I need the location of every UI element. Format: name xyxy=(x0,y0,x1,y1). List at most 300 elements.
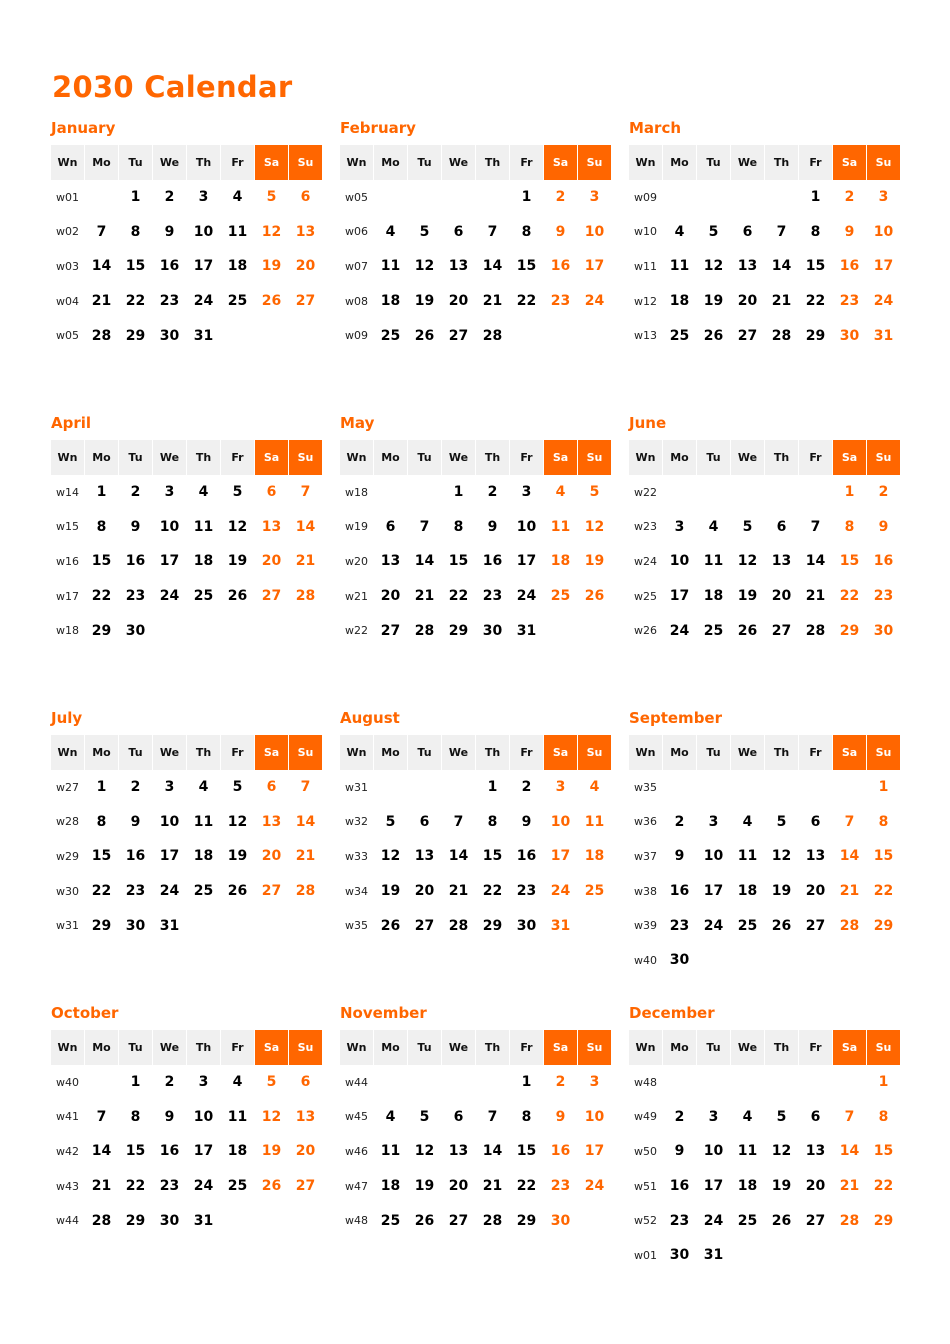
week-number: w21 xyxy=(345,589,368,603)
weekday-header-fr: Fr xyxy=(799,440,832,475)
day-cell: 6 xyxy=(385,518,396,535)
month-name: August xyxy=(340,709,400,727)
day-cell xyxy=(765,943,798,978)
weekday-header-mo: Mo xyxy=(374,440,407,475)
day-cell: 16 xyxy=(482,553,503,570)
month-name: February xyxy=(340,119,416,137)
weekday-header-th: Th xyxy=(765,735,798,770)
week-number: w46 xyxy=(345,1144,368,1158)
weekday-header-mo: Mo xyxy=(663,440,696,475)
week-number: w24 xyxy=(634,554,657,568)
day-cell xyxy=(85,1065,118,1100)
weekday-header-tu: Tu xyxy=(697,440,730,475)
weekday-header-sa: Sa xyxy=(833,145,866,180)
day-cell: 6 xyxy=(266,779,277,796)
week-row xyxy=(51,839,323,874)
day-cell: 29 xyxy=(873,1212,894,1229)
week-row xyxy=(340,475,612,510)
weekday-header-sa: Sa xyxy=(833,440,866,475)
day-cell: 12 xyxy=(380,848,401,865)
month-name: April xyxy=(51,414,92,432)
day-cell: 21 xyxy=(805,588,826,605)
day-cell: 8 xyxy=(521,223,532,240)
day-cell: 2 xyxy=(674,1108,685,1125)
weekday-header-we: We xyxy=(731,145,764,180)
day-cell: 21 xyxy=(482,1178,503,1195)
day-cell: 23 xyxy=(839,293,860,310)
month-february xyxy=(340,118,612,353)
week-row xyxy=(51,318,323,353)
day-cell: 2 xyxy=(555,189,566,206)
day-cell: 4 xyxy=(232,1074,243,1091)
week-number: w05 xyxy=(345,190,368,204)
day-cell xyxy=(833,770,866,805)
weekday-header-tu: Tu xyxy=(697,1030,730,1065)
day-cell: 4 xyxy=(385,1108,396,1125)
week-row xyxy=(51,215,323,250)
day-cell xyxy=(544,318,577,353)
day-cell: 7 xyxy=(844,813,855,830)
day-cell: 1 xyxy=(487,779,498,796)
day-cell: 21 xyxy=(839,1178,860,1195)
day-cell: 25 xyxy=(737,1212,758,1229)
week-number: w36 xyxy=(634,815,657,829)
day-cell: 9 xyxy=(130,518,141,535)
week-row xyxy=(629,318,901,353)
day-cell: 23 xyxy=(125,883,146,900)
day-cell: 5 xyxy=(385,813,396,830)
day-cell: 28 xyxy=(482,1212,503,1229)
day-cell: 26 xyxy=(261,1178,282,1195)
day-cell: 26 xyxy=(584,588,605,605)
weekday-header-fr: Fr xyxy=(799,1030,832,1065)
day-cell: 10 xyxy=(550,813,571,830)
day-cell: 13 xyxy=(380,553,401,570)
day-cell: 20 xyxy=(737,293,758,310)
day-cell: 18 xyxy=(703,588,724,605)
weekday-header-sa: Sa xyxy=(255,145,288,180)
weekday-header-mo: Mo xyxy=(85,440,118,475)
week-number: w44 xyxy=(345,1075,368,1089)
weekday-header-th: Th xyxy=(765,440,798,475)
day-cell: 9 xyxy=(674,1143,685,1160)
weekday-header-fr: Fr xyxy=(221,440,254,475)
day-cell: 8 xyxy=(96,813,107,830)
day-cell: 6 xyxy=(453,1108,464,1125)
weekday-header-wn: Wn xyxy=(51,440,84,475)
day-cell: 3 xyxy=(878,189,889,206)
day-cell: 16 xyxy=(839,258,860,275)
day-cell: 23 xyxy=(669,917,690,934)
day-cell: 3 xyxy=(708,1108,719,1125)
day-cell: 12 xyxy=(227,813,248,830)
weekday-header-th: Th xyxy=(476,1030,509,1065)
day-cell: 17 xyxy=(873,258,894,275)
weekday-header-sa: Sa xyxy=(833,735,866,770)
day-cell: 2 xyxy=(844,189,855,206)
day-cell xyxy=(289,318,322,353)
month-january xyxy=(51,118,323,353)
day-cell: 22 xyxy=(125,293,146,310)
day-cell xyxy=(731,475,764,510)
week-row xyxy=(629,839,901,874)
day-cell: 15 xyxy=(839,553,860,570)
day-cell: 14 xyxy=(482,258,503,275)
day-cell: 12 xyxy=(414,1143,435,1160)
day-cell: 19 xyxy=(771,883,792,900)
day-cell: 4 xyxy=(674,223,685,240)
day-cell xyxy=(765,1238,798,1273)
day-cell xyxy=(731,1238,764,1273)
day-cell: 13 xyxy=(295,223,316,240)
week-row xyxy=(629,475,901,510)
day-cell: 6 xyxy=(419,813,430,830)
weekday-header-su: Su xyxy=(578,735,611,770)
weekday-header-wn: Wn xyxy=(340,1030,373,1065)
weekday-header-we: We xyxy=(153,735,186,770)
day-cell: 14 xyxy=(91,1143,112,1160)
day-cell: 22 xyxy=(516,1178,537,1195)
day-cell: 24 xyxy=(193,293,214,310)
day-cell: 1 xyxy=(844,484,855,501)
day-cell: 5 xyxy=(419,223,430,240)
day-cell: 29 xyxy=(91,917,112,934)
weekday-header-su: Su xyxy=(289,735,322,770)
weekday-header-wn: Wn xyxy=(51,735,84,770)
weekday-header-we: We xyxy=(731,735,764,770)
day-cell: 7 xyxy=(844,1108,855,1125)
weekday-header-sa: Sa xyxy=(255,735,288,770)
weekday-header-sa: Sa xyxy=(544,1030,577,1065)
day-cell: 25 xyxy=(380,1212,401,1229)
day-cell: 13 xyxy=(295,1108,316,1125)
day-cell: 24 xyxy=(550,883,571,900)
day-cell: 18 xyxy=(584,848,605,865)
day-cell: 8 xyxy=(878,813,889,830)
day-cell: 26 xyxy=(737,622,758,639)
day-cell: 23 xyxy=(482,588,503,605)
day-cell: 9 xyxy=(487,518,498,535)
day-cell: 5 xyxy=(266,189,277,206)
day-cell: 24 xyxy=(669,622,690,639)
day-cell: 22 xyxy=(839,588,860,605)
day-cell: 20 xyxy=(295,1143,316,1160)
day-cell: 2 xyxy=(674,813,685,830)
day-cell: 31 xyxy=(550,917,571,934)
weekday-header-su: Su xyxy=(867,1030,900,1065)
day-cell: 20 xyxy=(380,588,401,605)
day-cell xyxy=(731,943,764,978)
week-number: w30 xyxy=(56,884,79,898)
day-cell: 22 xyxy=(482,883,503,900)
day-cell: 4 xyxy=(555,484,566,501)
week-number: w17 xyxy=(56,589,79,603)
week-row xyxy=(51,510,323,545)
weekday-header-fr: Fr xyxy=(510,440,543,475)
day-cell: 4 xyxy=(385,223,396,240)
day-cell: 6 xyxy=(266,484,277,501)
day-cell: 13 xyxy=(805,1143,826,1160)
day-cell: 2 xyxy=(164,189,175,206)
day-cell: 27 xyxy=(737,327,758,344)
week-row xyxy=(340,908,612,943)
day-cell: 22 xyxy=(91,883,112,900)
weekday-header-mo: Mo xyxy=(374,145,407,180)
week-number: w29 xyxy=(56,849,79,863)
month-june xyxy=(629,413,901,648)
day-cell: 27 xyxy=(380,622,401,639)
day-cell: 15 xyxy=(125,258,146,275)
weekday-header-tu: Tu xyxy=(408,145,441,180)
week-row xyxy=(629,1169,901,1204)
day-cell: 17 xyxy=(550,848,571,865)
day-cell: 1 xyxy=(521,189,532,206)
day-cell: 6 xyxy=(300,1074,311,1091)
weekday-header-row xyxy=(51,735,323,770)
day-cell: 7 xyxy=(419,518,430,535)
day-cell: 30 xyxy=(839,327,860,344)
week-number: w09 xyxy=(345,329,368,343)
day-cell: 15 xyxy=(516,258,537,275)
day-cell: 1 xyxy=(130,1074,141,1091)
day-cell: 30 xyxy=(125,917,146,934)
weekday-header-we: We xyxy=(153,145,186,180)
day-cell: 24 xyxy=(584,1178,605,1195)
month-name: October xyxy=(51,1004,119,1022)
week-number: w43 xyxy=(56,1179,79,1193)
day-cell: 14 xyxy=(771,258,792,275)
day-cell: 15 xyxy=(805,258,826,275)
weekday-header-wn: Wn xyxy=(629,145,662,180)
month-december xyxy=(629,1003,901,1273)
week-number: w26 xyxy=(634,624,657,638)
week-number: w51 xyxy=(634,1179,657,1193)
day-cell: 17 xyxy=(703,1178,724,1195)
day-cell: 28 xyxy=(482,327,503,344)
day-cell: 2 xyxy=(164,1074,175,1091)
day-cell: 9 xyxy=(130,813,141,830)
day-cell: 10 xyxy=(669,553,690,570)
day-cell: 7 xyxy=(776,223,787,240)
day-cell: 2 xyxy=(555,1074,566,1091)
day-cell: 28 xyxy=(771,327,792,344)
day-cell: 23 xyxy=(550,1178,571,1195)
day-cell: 29 xyxy=(839,622,860,639)
day-cell xyxy=(765,180,798,215)
day-cell: 11 xyxy=(193,518,214,535)
day-cell: 12 xyxy=(771,848,792,865)
day-cell: 18 xyxy=(737,1178,758,1195)
day-cell xyxy=(85,180,118,215)
week-row xyxy=(51,1203,323,1238)
day-cell: 7 xyxy=(300,484,311,501)
day-cell: 28 xyxy=(91,327,112,344)
day-cell xyxy=(442,1065,475,1100)
week-row xyxy=(629,1065,901,1100)
day-cell: 26 xyxy=(261,293,282,310)
day-cell: 14 xyxy=(295,813,316,830)
day-cell: 22 xyxy=(125,1178,146,1195)
day-cell: 29 xyxy=(91,622,112,639)
day-cell: 5 xyxy=(776,1108,787,1125)
day-cell: 19 xyxy=(584,553,605,570)
day-cell: 10 xyxy=(703,848,724,865)
day-cell xyxy=(867,943,900,978)
day-cell: 28 xyxy=(295,883,316,900)
day-cell: 9 xyxy=(674,848,685,865)
day-cell: 8 xyxy=(96,518,107,535)
day-cell: 14 xyxy=(839,848,860,865)
week-row xyxy=(340,1100,612,1135)
day-cell: 15 xyxy=(482,848,503,865)
day-cell: 11 xyxy=(193,813,214,830)
day-cell: 7 xyxy=(487,1108,498,1125)
day-cell: 28 xyxy=(91,1212,112,1229)
day-cell: 11 xyxy=(550,518,571,535)
day-cell: 7 xyxy=(96,223,107,240)
day-cell xyxy=(374,1065,407,1100)
day-cell: 14 xyxy=(839,1143,860,1160)
week-row xyxy=(629,908,901,943)
day-cell: 27 xyxy=(261,588,282,605)
week-number: w34 xyxy=(345,884,368,898)
day-cell xyxy=(731,1065,764,1100)
day-cell xyxy=(289,1203,322,1238)
day-cell: 1 xyxy=(521,1074,532,1091)
day-cell xyxy=(697,770,730,805)
weekday-header-mo: Mo xyxy=(663,145,696,180)
day-cell: 19 xyxy=(414,1178,435,1195)
weekday-header-fr: Fr xyxy=(510,735,543,770)
day-cell: 10 xyxy=(193,1108,214,1125)
day-cell: 26 xyxy=(227,588,248,605)
week-row xyxy=(629,579,901,614)
weekday-header-row xyxy=(51,1030,323,1065)
day-cell: 18 xyxy=(380,293,401,310)
day-cell xyxy=(187,908,220,943)
weekday-header-fr: Fr xyxy=(221,1030,254,1065)
day-cell xyxy=(867,1238,900,1273)
day-cell: 19 xyxy=(261,258,282,275)
week-number: w20 xyxy=(345,554,368,568)
week-row xyxy=(340,1169,612,1204)
day-cell xyxy=(578,1203,611,1238)
day-cell xyxy=(374,180,407,215)
week-number: w03 xyxy=(56,259,79,273)
day-cell: 13 xyxy=(414,848,435,865)
day-cell: 1 xyxy=(96,484,107,501)
weekday-header-wn: Wn xyxy=(51,1030,84,1065)
weekday-header-we: We xyxy=(731,1030,764,1065)
day-cell: 10 xyxy=(159,518,180,535)
week-row xyxy=(340,613,612,648)
week-row xyxy=(629,1134,901,1169)
weekday-header-su: Su xyxy=(867,440,900,475)
day-cell xyxy=(476,1065,509,1100)
day-cell: 31 xyxy=(193,1212,214,1229)
week-row xyxy=(51,874,323,909)
week-row xyxy=(51,1169,323,1204)
day-cell xyxy=(544,613,577,648)
week-number: w14 xyxy=(56,485,79,499)
day-cell: 27 xyxy=(771,622,792,639)
day-cell: 15 xyxy=(873,1143,894,1160)
day-cell: 3 xyxy=(521,484,532,501)
day-cell: 15 xyxy=(91,848,112,865)
day-cell: 14 xyxy=(91,258,112,275)
week-row xyxy=(340,180,612,215)
weekday-header-th: Th xyxy=(765,145,798,180)
day-cell: 30 xyxy=(550,1212,571,1229)
weekday-header-fr: Fr xyxy=(510,145,543,180)
day-cell: 6 xyxy=(810,1108,821,1125)
day-cell: 14 xyxy=(805,553,826,570)
weekday-header-sa: Sa xyxy=(255,440,288,475)
day-cell: 28 xyxy=(448,917,469,934)
day-cell: 3 xyxy=(555,779,566,796)
day-cell: 6 xyxy=(742,223,753,240)
week-number: w40 xyxy=(634,953,657,967)
day-cell: 30 xyxy=(873,622,894,639)
month-september xyxy=(629,708,901,978)
day-cell: 8 xyxy=(878,1108,889,1125)
day-cell: 27 xyxy=(295,293,316,310)
day-cell: 29 xyxy=(873,917,894,934)
day-cell xyxy=(153,613,186,648)
month-july xyxy=(51,708,323,943)
day-cell: 19 xyxy=(737,588,758,605)
weekday-header-mo: Mo xyxy=(85,145,118,180)
day-cell: 1 xyxy=(130,189,141,206)
day-cell: 21 xyxy=(771,293,792,310)
day-cell: 31 xyxy=(516,622,537,639)
day-cell: 4 xyxy=(742,813,753,830)
week-number: w40 xyxy=(56,1075,79,1089)
week-row xyxy=(340,1134,612,1169)
day-cell: 25 xyxy=(703,622,724,639)
day-cell: 1 xyxy=(878,1074,889,1091)
week-number: w35 xyxy=(634,780,657,794)
month-november xyxy=(340,1003,612,1238)
week-number: w41 xyxy=(56,1110,79,1124)
day-cell: 24 xyxy=(873,293,894,310)
day-cell: 24 xyxy=(703,917,724,934)
day-cell: 27 xyxy=(805,917,826,934)
weekday-header-fr: Fr xyxy=(799,145,832,180)
day-cell xyxy=(289,613,322,648)
day-cell: 7 xyxy=(810,518,821,535)
week-row xyxy=(51,908,323,943)
day-cell: 22 xyxy=(873,883,894,900)
week-number: w25 xyxy=(634,589,657,603)
day-cell: 26 xyxy=(414,1212,435,1229)
day-cell: 23 xyxy=(159,1178,180,1195)
day-cell: 31 xyxy=(703,1247,724,1264)
weekday-header-mo: Mo xyxy=(374,1030,407,1065)
day-cell: 22 xyxy=(448,588,469,605)
weekday-header-fr: Fr xyxy=(510,1030,543,1065)
week-number: w42 xyxy=(56,1144,79,1158)
day-cell: 9 xyxy=(164,223,175,240)
day-cell: 21 xyxy=(295,848,316,865)
day-cell: 10 xyxy=(584,223,605,240)
day-cell: 11 xyxy=(380,258,401,275)
day-cell: 7 xyxy=(487,223,498,240)
day-cell xyxy=(374,770,407,805)
day-cell: 29 xyxy=(482,917,503,934)
day-cell: 31 xyxy=(873,327,894,344)
month-august xyxy=(340,708,612,943)
